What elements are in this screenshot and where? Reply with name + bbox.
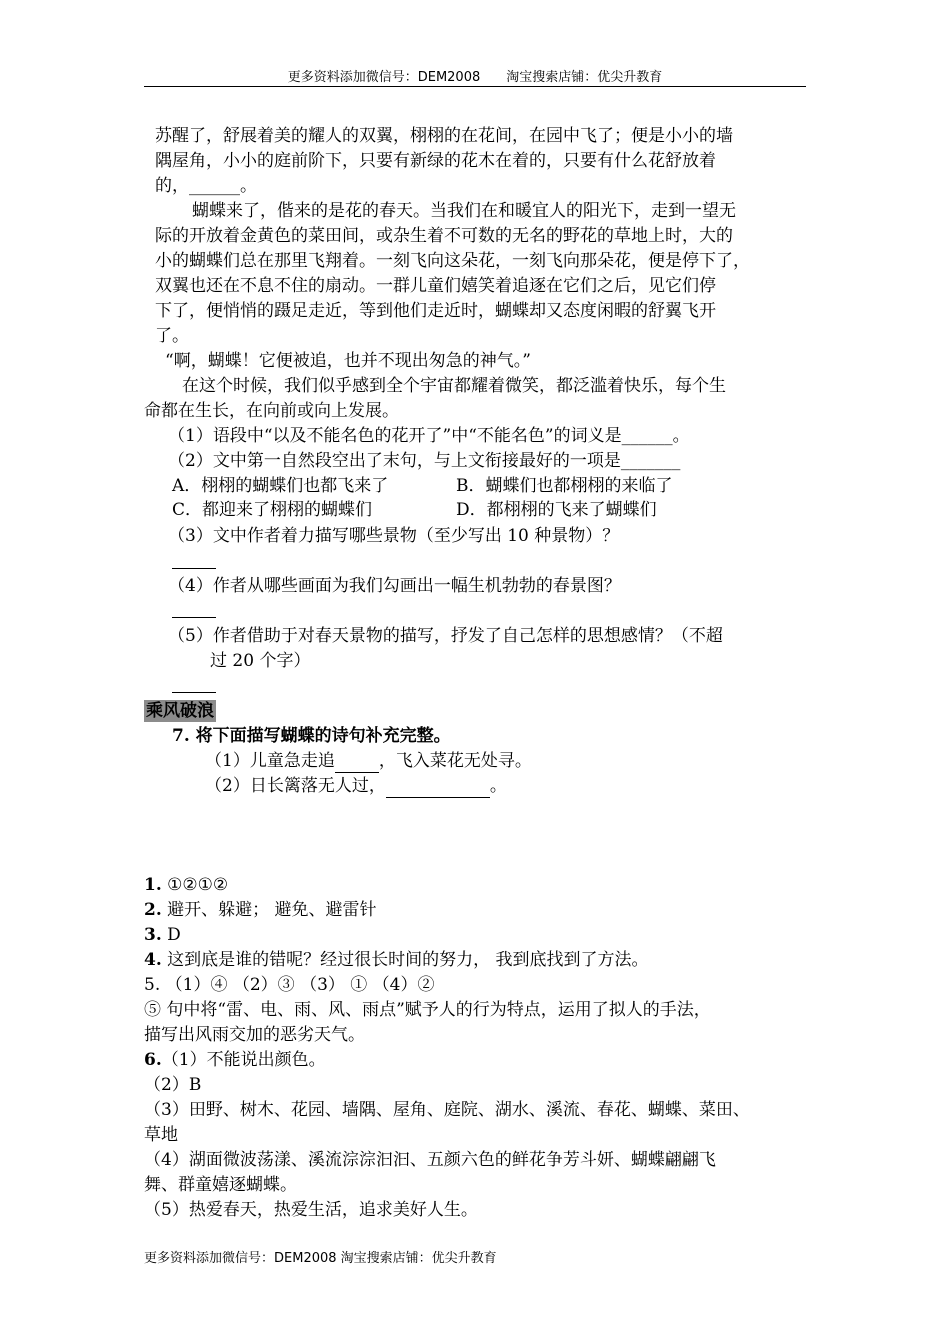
answer-6-3-line-1: （3）田野、树木、花园、墙隅、屋角、庭院、湖水、溪流、春花、蝴蝶、菜田、	[144, 1100, 750, 1120]
passage-line-5: 际的开放着金黄色的菜田间，或杂生着不可数的无名的野花的草地上时，大的	[155, 226, 733, 246]
answer-5: 5. （1）④ （2）③ （3） ① （4）②	[144, 975, 435, 995]
answer-6-3-line-2: 草地	[144, 1125, 178, 1145]
answer-6-2: （2）B	[144, 1075, 202, 1095]
question-5-line-2: 过 20 个字）	[210, 651, 311, 671]
header-shop: 淘宝搜索店铺：优尖升教育	[506, 70, 663, 85]
passage-line-6: 小的蝴蝶们总在那里飞翔着。一刻飞向这朵花，一刻飞向那朵花，便是停下了，	[155, 251, 750, 271]
question-5-line-1: （5）作者借助于对春天景物的描写，抒发了自己怎样的思想感情？（不超	[168, 626, 723, 646]
passage-line-8: 下了，便悄悄的蹑足走近，等到他们走近时，蝴蝶却又态度闲暇的舒翼飞开	[155, 301, 716, 321]
poem-blank-1	[335, 750, 379, 773]
answer-6-4-line-2: 舞、群童嬉逐蝴蝶。	[144, 1175, 297, 1195]
question-7-1: （1）儿童急走追 ，飞入菜花无处寻。	[205, 751, 532, 771]
question-4: （4）作者从哪些画面为我们勾画出一幅生机勃勃的春景图？	[168, 576, 621, 596]
passage-line-1: 苏醒了，舒展着美的耀人的双翼，栩栩的在花间，在园中飞了；便是小小的墙	[155, 126, 733, 146]
option-d: D．都栩栩的飞来了蝴蝶们	[456, 500, 657, 520]
page-footer: 更多资料添加微信号：DEM2008 淘宝搜索店铺：优尖升教育	[144, 1251, 497, 1266]
answer-blank-3	[172, 568, 216, 569]
question-7: 7. 将下面描写蝴蝶的诗句补充完整。	[172, 726, 451, 746]
poem-blank-2	[386, 775, 490, 798]
question-1: （1）语段中“以及不能名色的花开了”中“不能名色”的词义是______。	[168, 426, 690, 446]
answer-1: 1. ①②①②	[144, 875, 229, 895]
passage-line-4: 蝴蝶来了，偕来的是花的春天。当我们在和暖宜人的阳光下，走到一望无	[192, 201, 736, 221]
option-c: C．都迎来了栩栩的蝴蝶们	[172, 500, 373, 520]
option-b: B．蝴蝶们也都栩栩的来临了	[456, 476, 673, 496]
passage-line-10: “啊，蝴蝶！它便被追，也并不现出匆急的神气。”	[165, 351, 531, 371]
option-a: A．栩栩的蝴蝶们也都飞来了	[172, 476, 389, 496]
answer-5-explanation-1: ⑤ 句中将“雷、电、雨、风、雨点”赋予人的行为特点，运用了拟人的手法，	[144, 1000, 711, 1020]
answer-blank-4	[172, 617, 216, 618]
passage-line-3: 的，______。	[155, 176, 257, 196]
question-2: （2）文中第一自然段空出了末句，与上文衔接最好的一项是_______	[168, 451, 681, 471]
passage-line-9: 了。	[155, 326, 189, 346]
answer-5-explanation-2: 描写出风雨交加的恶劣天气。	[144, 1025, 365, 1045]
question-7-2: （2）日长篱落无人过， 。	[205, 776, 507, 796]
answer-6-4-line-1: （4）湖面微波荡漾、溪流淙淙汩汩、五颜六色的鲜花争芳斗妍、蝴蝶翩翩飞	[144, 1150, 716, 1170]
answer-2: 2. 避开、躲避； 避免、避雷针	[144, 900, 377, 920]
answer-blank-5	[172, 692, 216, 693]
passage-line-7: 双翼也还在不息不住的扇动。一群儿童们嬉笑着追逐在它们之后，见它们停	[155, 276, 716, 296]
section-title: 乘风破浪	[146, 701, 214, 721]
header-wechat: 更多资料添加微信号：DEM2008	[287, 70, 481, 85]
question-3: （3）文中作者着力描写哪些景物（至少写出 10 种景物）？	[168, 526, 620, 546]
passage-line-12: 命都在生长，在向前或向上发展。	[144, 401, 399, 421]
answer-4: 4. 这到底是谁的错呢？经过很长时间的努力， 我到底找到了方法。	[144, 950, 649, 970]
answer-6-5: （5）热爱春天，热爱生活，追求美好人生。	[144, 1200, 478, 1220]
answer-6: 6.（1）不能说出颜色。	[144, 1050, 326, 1070]
passage-line-11: 在这个时候，我们似乎感到全个宇宙都耀着微笑，都泛滥着快乐，每个生	[182, 376, 726, 396]
answer-3: 3. D	[144, 925, 181, 945]
passage-line-2: 隅屋角，小小的庭前阶下，只要有新绿的花木在着的，只要有什么花舒放着	[155, 151, 716, 171]
page-header	[144, 66, 806, 87]
